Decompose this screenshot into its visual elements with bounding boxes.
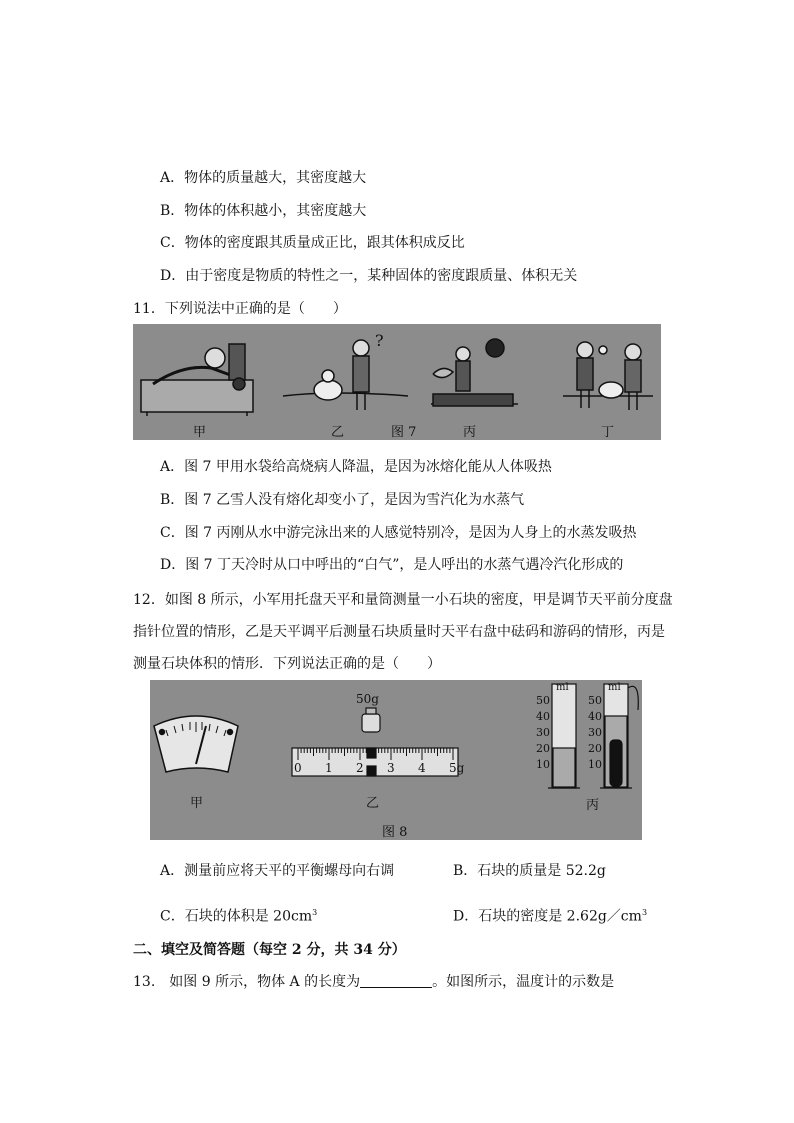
q10-option-c: C．物体的密度跟其质量成正比，跟其体积成反比: [160, 235, 465, 251]
scene-yi: [283, 331, 408, 410]
q12-stem-line-2: 指针位置的情形，乙是天平调平后测量石块质量时天平右盘中砝码和游码的情形，丙是: [133, 624, 665, 640]
cylinder-tick-label: 10: [536, 758, 550, 771]
q12-option-c-sup: 3: [312, 908, 318, 917]
q12-option-d: [453, 903, 647, 927]
q13: [133, 972, 614, 992]
cylinder-tick-label: 20: [588, 742, 602, 755]
figure-8-label-yi: 乙: [366, 796, 380, 811]
q12-option-c: [160, 903, 317, 927]
figure-7-label-yi: 乙: [331, 425, 345, 440]
cylinder-1-water: [553, 748, 575, 787]
weight-label: 50g: [356, 692, 379, 706]
ruler-tick-label: 0: [294, 761, 302, 775]
q10-option-d: D．由于密度是物质的特性之一，某种固体的密度跟质量、体积无关: [160, 268, 578, 284]
cylinder-tick-label: 30: [536, 726, 550, 739]
cylinder-tick-label: 10: [588, 758, 602, 771]
figure-8: [150, 680, 642, 840]
cylinder-tick-label: 40: [536, 710, 550, 723]
figure-7-label-jia: 甲: [193, 425, 207, 440]
ruler-tick-label: 4: [418, 761, 426, 775]
ruler-tick-label: 1: [325, 761, 333, 775]
q12-stem-line-1: 12．如图 8 所示，小军用托盘天平和量筒测量一小石块的密度，甲是调节天平前分度盘: [133, 592, 673, 608]
ruler-tick-label: 5g: [449, 761, 465, 775]
figure-7: [133, 324, 661, 440]
q12-option-d-text: D．石块的密度是 2.62g／cm: [453, 908, 642, 925]
q10-option-b: B．物体的体积越小，其密度越大: [160, 203, 367, 219]
figure-8-label-bing: 丙: [586, 798, 600, 813]
figure-8-label-jia: 甲: [190, 796, 204, 811]
q12-option-c-text: C．石块的体积是 20cm: [160, 908, 313, 925]
cylinder-tick-label: 30: [588, 726, 602, 739]
q11-option-c: C．图 7 丙刚从水中游完泳出来的人感觉特别冷，是因为人身上的水蒸发吸热: [160, 525, 637, 541]
q11-option-d: D．图 7 丁天冷时从口中呼出的“白气”，是人呼出的水蒸气遇冷汽化形成的: [160, 557, 624, 573]
ruler-tick-label: 3: [387, 761, 395, 775]
balance-dial: [154, 716, 238, 772]
q12-stem-line-3: 测量石块体积的情形．下列说法正确的是（ ）: [133, 656, 441, 672]
q13-text-pre: 13. 如图 9 所示，物体 A 的长度为: [133, 974, 361, 990]
q13-text-post: 。如图所示，温度计的示数是: [432, 974, 615, 990]
q12-option-a: A．测量前应将天平的平衡螺母向右调: [160, 863, 395, 879]
figure-7-caption: 图 7: [391, 425, 417, 440]
q11-option-b: B．图 7 乙雪人没有熔化却变小了，是因为雪汽化为水蒸气: [160, 492, 525, 508]
q12-option-b: B．石块的质量是 52.2g: [453, 863, 606, 879]
cylinder-tick-label: 50: [588, 694, 602, 707]
weight-and-ruler: [292, 708, 458, 776]
q12-option-d-sup: 3: [641, 908, 648, 917]
cylinder-2-unit: ml: [608, 682, 621, 693]
cylinder-tick-label: 40: [588, 710, 602, 723]
q11-option-a: A．图 7 甲用水袋给高烧病人降温，是因为冰熔化能从人体吸热: [160, 459, 552, 475]
ruler-tick-label: 2: [356, 761, 364, 775]
q11-stem: 11．下列说法中正确的是（ ）: [133, 301, 347, 317]
cylinder-tick-label: 50: [536, 694, 550, 707]
svg-text:?: ?: [375, 331, 384, 350]
stone: [610, 740, 622, 786]
q10-option-a: A．物体的质量越大，其密度越大: [160, 170, 367, 186]
section-2-title: 二、填空及简答题（每空 2 分，共 34 分）: [133, 942, 406, 958]
figure-7-label-bing: 丙: [463, 425, 477, 440]
figure-8-illustration: [150, 680, 642, 840]
q13-blank: [360, 973, 432, 988]
cylinder-1-unit: ml: [556, 682, 569, 693]
figure-8-caption: 图 8: [382, 825, 408, 840]
scene-ding: [563, 342, 653, 410]
cylinder-tick-label: 20: [536, 742, 550, 755]
scene-jia: [141, 344, 253, 416]
figure-7-label-ding: 丁: [601, 425, 615, 440]
scene-bing: [431, 339, 518, 406]
